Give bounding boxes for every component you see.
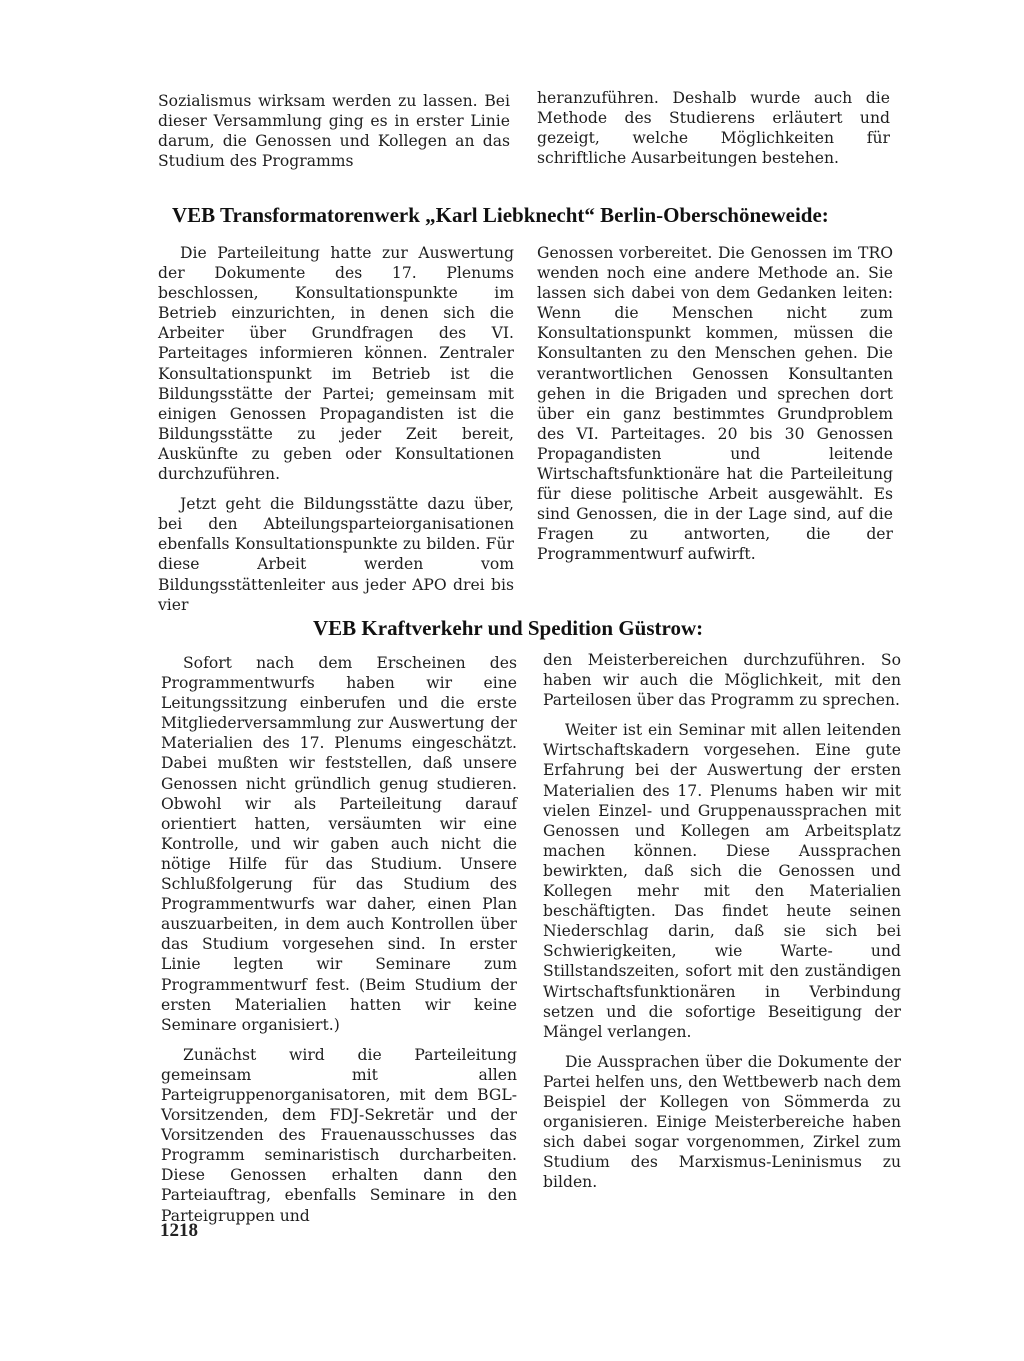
paragraph: Die Aussprachen über die Dokumente der Partei helfen uns, den Wettbewerb nach dem Beispiel der Kollegen von Sömmerda zu organisieren. Einige Meisterbereiche haben sich dabei sogar vorgenommen, Zirkel zum Studium des Marxismus-Leninismus zu bilden.	[543, 1052, 901, 1192]
paragraph: Sozialismus wirksam werden zu lassen. Bei dieser Versammlung ging es in erster Linie darum, die Genossen und Kollegen an das Studium des Programms	[158, 92, 510, 171]
paragraph: Jetzt geht die Bildungsstätte dazu über, bei den Abteilungsparteiorganisationen ebenfalls Konsultationspunkte zu bilden. Für diese Arbeit werden vom Bildungsstättenleiter aus jeder APO drei bis vier	[158, 495, 514, 614]
section2-left-column	[161, 653, 517, 1226]
section1-left-column	[158, 243, 514, 615]
paragraph: heranzuführen. Deshalb wurde auch die Methode des Studierens erläutert und gezeigt, welche Möglichkeiten für schriftliche Ausarbeitungen bestehen.	[537, 89, 890, 168]
top-left-column	[158, 91, 510, 171]
paragraph: Sofort nach dem Erscheinen des Programmentwurfs haben wir eine Leitungssitzung einberufen und die erste Mitgliederversammlung zur Auswertung der Materialien des 17. Plenums eingeschätzt. Dabei mußten wir feststellen, daß unsere Genossen nicht gründlich genug studieren. Obwohl wir als Parteileitung darauf orientiert hatten, versäumten wir eine Kontrolle, und wir gaben auch nicht die nötige Hilfe für das Studium. Unsere Schlußfolgerung für das Studium des Programmentwurfs war daher, einen Plan auszuarbeiten, in dem auch Kontrollen über das Studium vorgesehen sind. In erster Linie legten wir Seminare zum Programmentwurf fest. (Beim Studium der ersten Materialien hatten wir keine Seminare organisiert.)	[161, 654, 517, 1034]
section1-right-column	[537, 243, 893, 565]
section-heading-transformatorenwerk: VEB Transformatorenwerk „Karl Liebknecht“ Berlin-Oberschöneweide:	[172, 203, 829, 227]
paragraph: Die Parteileitung hatte zur Auswertung der Dokumente des 17. Plenums beschlossen, Konsultationspunkte im Betrieb einzurichten, in denen sich die Arbeiter über Grundfragen des VI. Parteitages informieren können. Zentraler Konsultationspunkt im Betrieb ist die Bildungsstätte der Partei; gemeinsam mit einigen Genossen Propagandisten ist die Bildungsstätte zu jeder Zeit bereit, Auskünfte zu geben oder Konsultationen durchzuführen.	[158, 244, 514, 484]
paragraph: Genossen vorbereitet. Die Genossen im TRO wenden noch eine andere Methode an. Sie lassen sich dabei von dem Gedanken leiten: Wenn die Menschen nicht zum Konsultationspunkt kommen, müssen die Konsultanten zu den Menschen gehen. Die verantwortlichen Genossen Konsultanten gehen in die Brigaden und sprechen dort über ein ganz bestimmtes Grundproblem des VI. Parteitages. 20 bis 30 Genossen Propagandisten und leitende Wirtschaftsfunktionäre hat die Parteileitung für diese politische Arbeit ausgewählt. Es sind Genossen, die in der Lage sind, auf die Fragen zu antworten, die der Programmentwurf aufwirft.	[537, 244, 893, 564]
paragraph: den Meisterbereichen durchzuführen. So haben wir auch die Möglichkeit, mit den Parteilosen über das Programm zu sprechen.	[543, 651, 901, 710]
paragraph: Zunächst wird die Parteileitung gemeinsam mit allen Parteigruppenorganisatoren, mit dem BGL-Vorsitzenden, dem FDJ-Sekretär und der Vorsitzenden des Frauenausschusses das Programm seminaristisch durcharbeiten. Diese Genossen erhalten dann den Parteiauftrag, ebenfalls Seminare in den Parteigruppen und	[161, 1045, 517, 1225]
top-right-column	[537, 88, 890, 168]
section2-right-column	[543, 650, 901, 1192]
section-heading-kraftverkehr: VEB Kraftverkehr und Spedition Güstrow:	[313, 616, 704, 640]
page-number: 1218	[160, 1220, 198, 1241]
paragraph: Weiter ist ein Seminar mit allen leitenden Wirtschaftskadern vorgesehen. Eine gute Erfahrung bei der Auswertung der ersten Materialien des 17. Plenums haben wir mit vielen Einzel- und Gruppenaussprachen mit Genossen und Kollegen am Arbeitsplatz machen können. Diese Aussprachen bewirkten, daß sich die Genossen und Kollegen mehr mit den Materialien beschäftigten. Das findet heute seinen Niederschlag darin, daß sie sich bei Schwierigkeiten, wie Warte- und Stillstandszeiten, sofort mit den zuständigen Wirtschaftsfunktionären in Verbindung setzen und die sofortige Beseitigung der Mängel verlangen.	[543, 721, 901, 1041]
